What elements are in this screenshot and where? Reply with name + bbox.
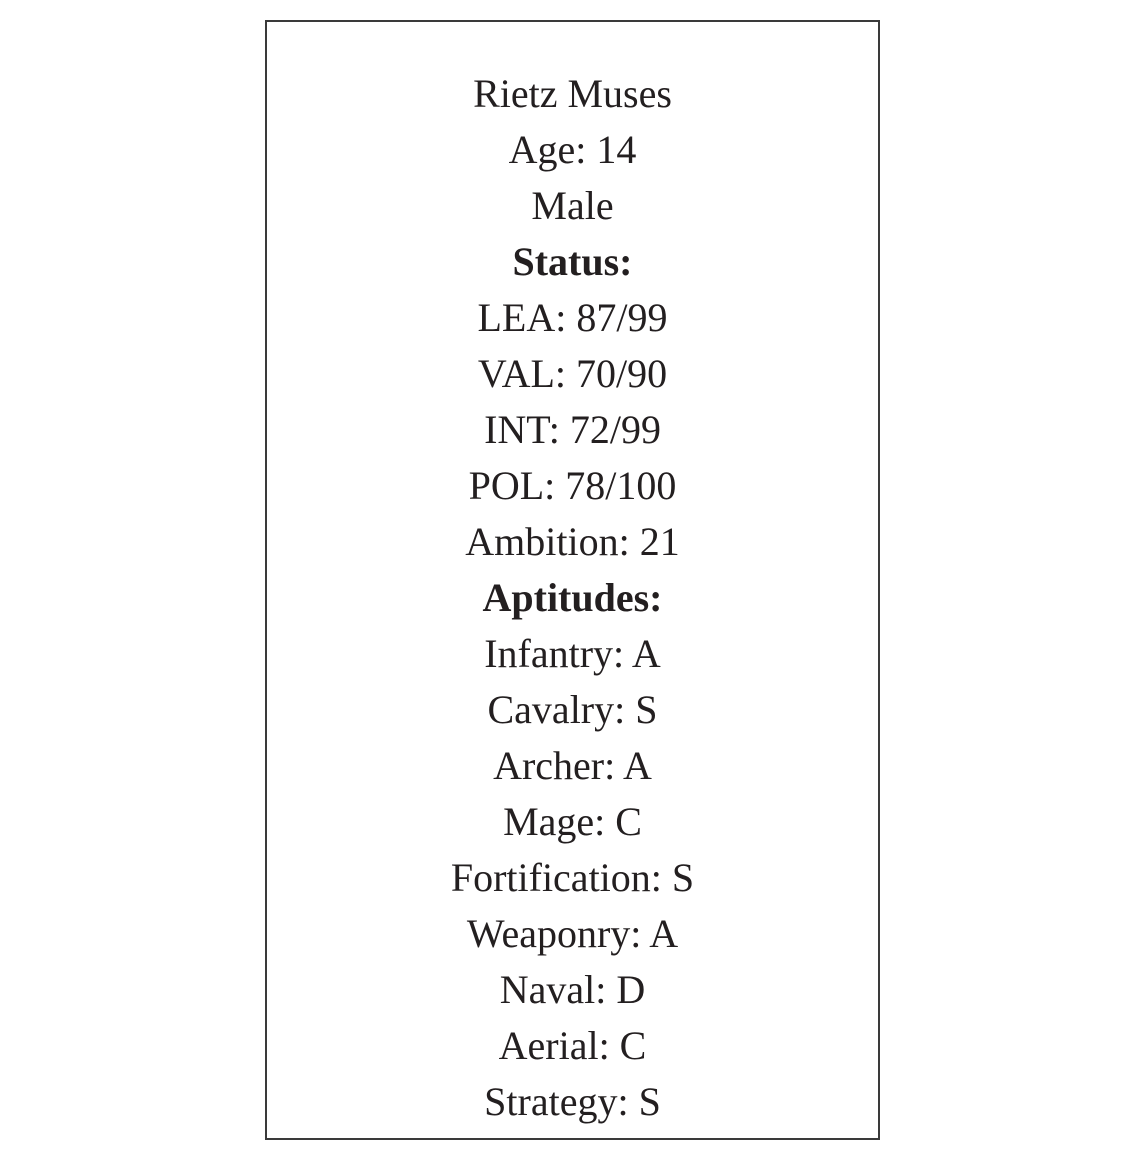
stat-val: VAL: 70/90 [477, 351, 668, 396]
card-content [267, 66, 878, 1130]
aptitude-archer: Archer: A [493, 743, 652, 788]
aptitude-aerial: Aerial: C [498, 1023, 647, 1068]
character-name: Rietz Muses [473, 71, 672, 116]
character-age: Age: 14 [508, 127, 637, 172]
aptitude-naval: Naval: D [499, 967, 646, 1012]
aptitude-strategy: Strategy: S [484, 1079, 661, 1124]
character-status-card [265, 20, 880, 1140]
aptitudes-heading: Aptitudes: [482, 575, 663, 620]
status-heading: Status: [512, 239, 633, 284]
stat-lea: LEA: 87/99 [477, 295, 668, 340]
aptitude-fortification: Fortification: S [450, 855, 695, 900]
aptitude-weaponry: Weaponry: A [466, 911, 679, 956]
stat-ambition: Ambition: 21 [465, 519, 680, 564]
character-gender: Male [531, 183, 614, 228]
aptitude-infantry: Infantry: A [484, 631, 661, 676]
aptitude-cavalry: Cavalry: S [487, 687, 658, 732]
stat-pol: POL: 78/100 [468, 463, 677, 508]
stat-int: INT: 72/99 [484, 407, 661, 452]
aptitude-mage: Mage: C [503, 799, 642, 844]
